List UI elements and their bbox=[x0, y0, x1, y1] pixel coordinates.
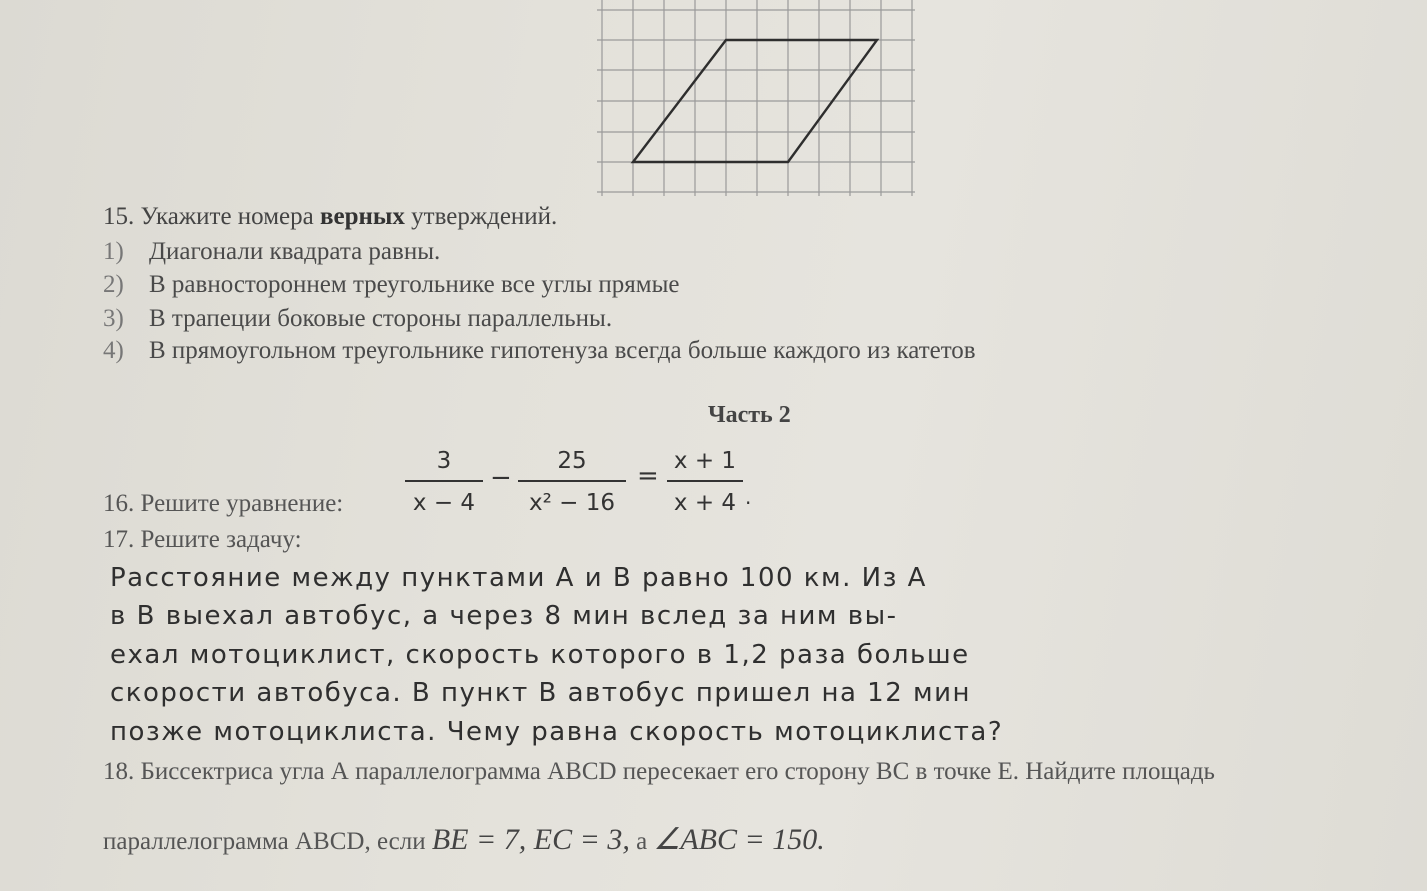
q17-line-1: Расстояние между пунктами А и В равно 100 км. Из А bbox=[110, 563, 927, 593]
option-number: 3) bbox=[103, 305, 124, 332]
part-2-heading: Часть 2 bbox=[708, 402, 791, 428]
q16-label: 16. Решите уравнение: bbox=[103, 490, 344, 517]
option-text: В прямоугольном треугольнике гипотенуза всегда больше каждого из катетов bbox=[149, 337, 976, 364]
q17-line-5: позже мотоциклиста. Чему равна скорость мотоциклиста? bbox=[110, 717, 1004, 747]
q18-conjunction: а bbox=[629, 828, 654, 855]
option-number: 1) bbox=[103, 238, 124, 265]
option-number: 4) bbox=[103, 337, 124, 364]
fraction-3-numerator: x + 1 bbox=[673, 448, 737, 474]
q15-option-1 bbox=[103, 238, 440, 266]
fraction-1-denominator: x − 4 bbox=[405, 480, 483, 516]
q17-line-3: ехал мотоциклист, скорость которого в 1,2 раза больше bbox=[110, 640, 970, 670]
grid-figure bbox=[597, 0, 915, 196]
fraction-2 bbox=[518, 448, 626, 516]
option-text: В трапеции боковые стороны параллельны. bbox=[149, 305, 613, 332]
fraction-2-numerator: 25 bbox=[557, 448, 587, 474]
q18-line-1: 18. Биссектриса угла А параллелограмма ABCD пересекает его сторону BC в точке E. Найдите площадь bbox=[103, 758, 1215, 785]
q15-option-4 bbox=[103, 337, 976, 365]
equals-sign: = bbox=[637, 461, 659, 491]
fraction-3-denominator: x + 4 bbox=[667, 480, 743, 516]
q18-angle: ∠ABC = 150. bbox=[653, 823, 825, 856]
equation-period: . bbox=[745, 485, 752, 509]
q15-text-before: Укажите номера bbox=[140, 203, 320, 230]
q15-text-after: утверждений. bbox=[404, 203, 558, 230]
q15-text-bold: верных bbox=[319, 203, 405, 230]
q18-line-2-start: параллелограмма ABCD, если bbox=[103, 828, 432, 855]
q15-number: 15. bbox=[103, 203, 135, 230]
option-text: В равностороннем треугольнике все углы прямые bbox=[149, 271, 680, 298]
fraction-1 bbox=[405, 448, 483, 516]
q18-segments: BE = 7, EC = 3, bbox=[431, 823, 630, 856]
q15-option-2 bbox=[103, 271, 679, 299]
fraction-1-numerator: 3 bbox=[436, 448, 452, 474]
fraction-3 bbox=[667, 448, 743, 516]
option-text: Диагонали квадрата равны. bbox=[149, 238, 441, 265]
q15-option-3 bbox=[103, 305, 612, 333]
q17-label: 17. Решите задачу: bbox=[103, 526, 302, 553]
q17-line-2: в В выехал автобус, а через 8 мин вслед за ним вы- bbox=[110, 601, 898, 631]
fraction-2-denominator: x² − 16 bbox=[518, 480, 626, 516]
option-number: 2) bbox=[103, 271, 124, 298]
q18-line-2 bbox=[103, 822, 825, 857]
minus-sign: − bbox=[490, 463, 512, 493]
q15-heading bbox=[103, 203, 557, 231]
q17-line-4: скорости автобуса. В пункт В автобус пришел на 12 мин bbox=[110, 678, 972, 708]
